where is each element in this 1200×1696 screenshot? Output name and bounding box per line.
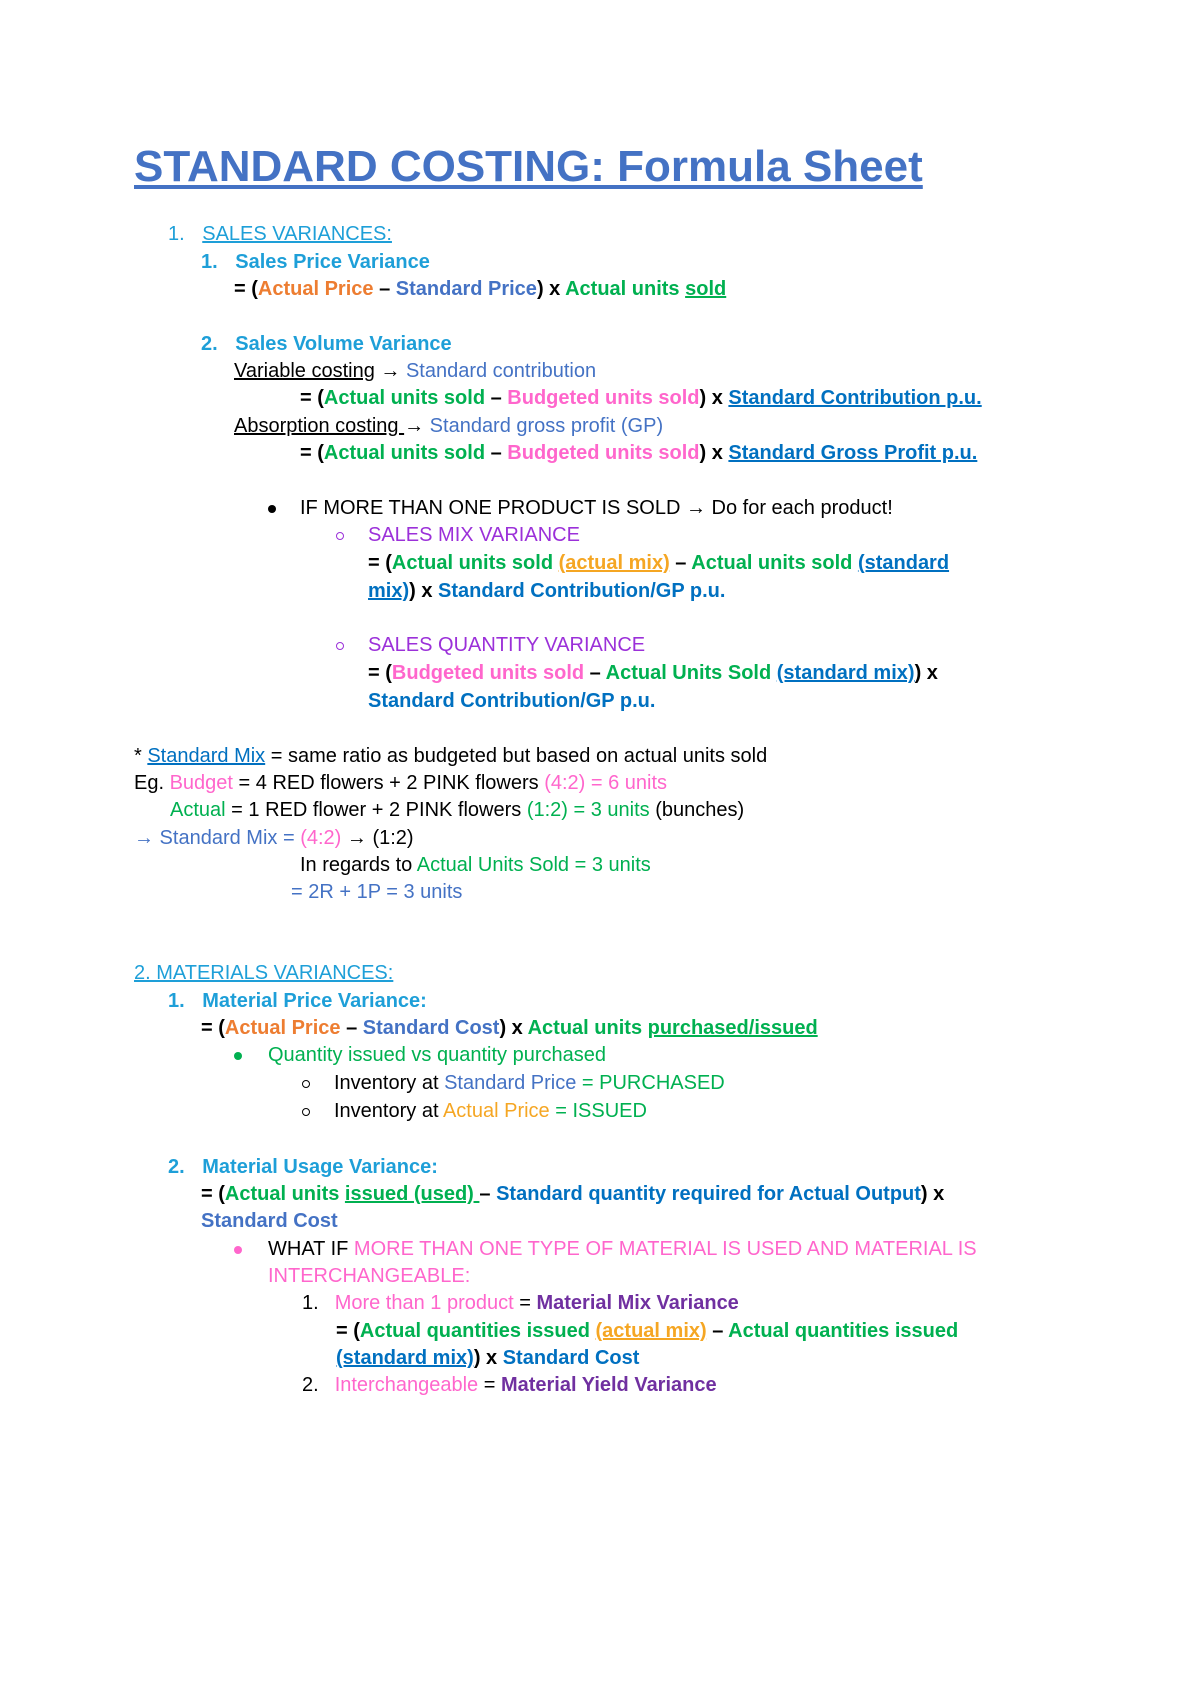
formula-text: – — [340, 1017, 363, 1039]
multi-product-text-2: Do for each product! — [705, 497, 893, 519]
formula-text: ) x — [536, 278, 566, 300]
standard-mix-term: mix) — [368, 580, 410, 602]
standard-price-term: Standard Price — [444, 1072, 577, 1094]
material-mix-variance-term: Material Mix Variance — [536, 1292, 739, 1314]
sales-volume-num: 2. — [201, 333, 218, 355]
formula-text: – — [485, 387, 508, 409]
inventory-text: Inventory at — [334, 1100, 443, 1122]
material-usage-num: 2. — [168, 1156, 185, 1178]
budgeted-units-sold-term: Budgeted units sold — [507, 442, 700, 464]
whatif-bullet — [234, 1236, 977, 1262]
arrow-icon: → — [341, 827, 373, 849]
formula-text: ) x — [473, 1347, 503, 1369]
mix-variance-formula-2 — [336, 1345, 639, 1371]
arrow-icon: → — [134, 827, 154, 849]
actual-units-term: Actual units — [565, 278, 686, 300]
page-title: STANDARD COSTING: Formula Sheet — [134, 142, 923, 191]
note-text: = same ratio as budgeted but based on actual units sold — [265, 745, 768, 767]
formula-text: = ( — [368, 552, 392, 574]
actual-price-term: Actual Price — [224, 1017, 341, 1039]
item-num: 1. — [302, 1292, 319, 1314]
inventory-text: Inventory at — [334, 1072, 445, 1094]
standard-mix-term: (standard mix) — [776, 662, 915, 684]
issued-term: = ISSUED — [549, 1100, 647, 1122]
actual-mix-term: (actual mix) — [558, 552, 670, 574]
formula-text: – — [706, 1320, 729, 1342]
yield-variance-line — [302, 1372, 717, 1398]
note-text: Eg. — [134, 772, 170, 794]
materials-heading: 2. MATERIALS VARIANCES: — [134, 962, 394, 984]
note-text: * — [134, 745, 148, 767]
quantity-bullet-text: Quantity issued vs quantity purchased — [268, 1044, 606, 1066]
circle-bullet-icon — [336, 532, 344, 540]
sales-heading-num: 1. — [168, 223, 185, 245]
material-price-num: 1. — [168, 990, 185, 1012]
actual-units-sold-term: Actual units sold — [691, 552, 858, 574]
formula-text: ) x — [920, 1183, 945, 1205]
sales-quantity-label: SALES QUANTITY VARIANCE — [368, 634, 646, 656]
item-num: 2. — [302, 1374, 319, 1396]
sales-quantity-formula-2: Standard Contribution/GP p.u. — [368, 690, 656, 712]
inventory-actual-line — [302, 1098, 647, 1124]
variable-costing-line — [234, 358, 596, 384]
sales-mix-heading — [336, 522, 580, 548]
bullet-icon — [268, 505, 276, 513]
material-usage-label: Material Usage Variance: — [202, 1156, 438, 1178]
note-text: = 1 RED flower + 2 PINK flowers — [225, 799, 527, 821]
sales-price-num: 1. — [201, 251, 218, 273]
actual-quantities-term: Actual quantities issued — [359, 1320, 596, 1342]
sales-quantity-heading — [336, 632, 645, 658]
formula-text: = ( — [368, 662, 392, 684]
sales-heading — [168, 221, 392, 247]
standard-mix-term: (standard — [857, 552, 950, 574]
actual-term: Actual — [170, 799, 226, 821]
sales-volume-heading — [201, 331, 452, 357]
actual-example — [170, 797, 744, 823]
mix-variance-line — [302, 1290, 739, 1316]
sales-price-heading — [201, 249, 430, 275]
standard-mix-link: Standard Mix — [147, 745, 266, 767]
budget-term: Budget — [169, 772, 233, 794]
budgeted-units-sold-term: Budgeted units sold — [507, 387, 700, 409]
sales-quantity-formula-1 — [368, 660, 938, 686]
budgeted-units-sold-term: Budgeted units sold — [391, 662, 585, 684]
mix-variance-formula-1 — [336, 1318, 958, 1344]
result-line: = 2R + 1P = 3 units — [291, 881, 463, 903]
formula-text: ) x — [914, 662, 938, 684]
formula-text: ) x — [499, 1017, 528, 1039]
actual-units-sold-term: Actual units sold — [391, 552, 559, 574]
material-usage-formula-2: Standard Cost — [201, 1210, 338, 1232]
circle-bullet-icon — [336, 642, 344, 650]
formula-text: – — [584, 662, 606, 684]
material-usage-formula-1 — [201, 1181, 944, 1207]
arrow-icon: → — [685, 497, 706, 519]
actual-units-sold-term: Actual units sold — [323, 387, 486, 409]
budget-ratio-term: (4:2) — [300, 827, 342, 849]
material-usage-heading — [168, 1154, 438, 1180]
standard-cost-term: Standard Cost — [362, 1017, 500, 1039]
actual-units-sold-term: Actual units sold — [323, 442, 486, 464]
regards-line — [300, 852, 651, 878]
variable-costing-label: Variable costing — [234, 360, 375, 382]
standard-mix-term: (standard mix) — [336, 1347, 474, 1369]
standard-mix-conversion — [134, 825, 414, 851]
budget-ratio: (4:2) = 6 units — [544, 772, 668, 794]
sales-volume-label: Sales Volume Variance — [235, 333, 452, 355]
actual-units-term: Actual units — [224, 1183, 345, 1205]
standard-price-term: Standard Price — [395, 278, 537, 300]
actual-price-term: Actual Price — [442, 1100, 550, 1122]
sales-mix-formula-2 — [368, 578, 725, 604]
arrow-icon: → — [404, 415, 430, 437]
whatif-condition: MORE THAN ONE TYPE OF MATERIAL IS USED AND MATERIAL IS — [353, 1238, 977, 1260]
formula-text: – — [485, 442, 508, 464]
note-text: (bunches) — [649, 799, 745, 821]
formula-text: = ( — [234, 278, 258, 300]
actual-units-term: Actual units — [527, 1017, 648, 1039]
formula-text: = — [513, 1292, 537, 1314]
std-gp-label: Standard gross profit (GP) — [429, 415, 664, 437]
sales-mix-formula-1 — [368, 550, 949, 576]
budget-example — [134, 770, 667, 796]
whatif-condition-2: INTERCHANGEABLE: — [268, 1265, 471, 1287]
formula-text: – — [373, 278, 396, 300]
purchased-term: = PURCHASED — [576, 1072, 725, 1094]
formula-text: = ( — [300, 387, 324, 409]
actual-price-term: Actual Price — [257, 278, 374, 300]
note-text: In regards to — [300, 854, 417, 876]
actual-units-sold-note: Actual Units Sold = 3 units — [416, 854, 651, 876]
standard-quantity-term: Standard quantity required for Actual Output — [496, 1183, 921, 1205]
inventory-standard-line — [302, 1070, 725, 1096]
multi-product-bullet — [268, 495, 893, 521]
sales-price-formula — [234, 276, 726, 302]
actual-units-sold-term: Actual Units Sold — [605, 662, 777, 684]
note-text: = 4 RED flowers + 2 PINK flowers — [232, 772, 545, 794]
sold-term: sold — [685, 278, 727, 300]
formula-text: = ( — [300, 442, 324, 464]
arrow-icon: → — [374, 360, 406, 382]
bullet-icon — [234, 1246, 242, 1254]
std-contribution-pu-term: Standard Contribution p.u. — [728, 387, 982, 409]
actual-ratio: (1:2) = 3 units — [526, 799, 650, 821]
whatif-text: WHAT IF — [268, 1238, 354, 1260]
multi-product-text: IF MORE THAN ONE PRODUCT IS SOLD — [300, 497, 686, 519]
purchased-issued-term: purchased/issued — [647, 1017, 818, 1039]
absorption-costing-formula — [300, 440, 977, 466]
actual-ratio-term: (1:2) — [372, 827, 414, 849]
formula-text: ) x — [699, 442, 729, 464]
formula-text: – — [669, 552, 692, 574]
issued-used-term: issued (used) — [344, 1183, 480, 1205]
circle-bullet-icon — [302, 1108, 310, 1116]
note-text: Standard Mix = — [154, 827, 301, 849]
material-price-heading — [168, 988, 427, 1014]
actual-quantities-term: Actual quantities issued — [728, 1320, 959, 1342]
std-gross-profit-pu-term: Standard Gross Profit p.u. — [728, 442, 978, 464]
formula-text: = ( — [336, 1320, 360, 1342]
material-price-label: Material Price Variance: — [202, 990, 427, 1012]
sales-price-label: Sales Price Variance — [235, 251, 430, 273]
material-yield-variance-term: Material Yield Variance — [500, 1374, 717, 1396]
formula-text: ) x — [699, 387, 729, 409]
formula-text: = ( — [201, 1183, 225, 1205]
std-contribution-gp-term: Standard Contribution/GP p.u. — [438, 580, 726, 602]
standard-mix-note — [134, 743, 767, 769]
sales-heading-label: SALES VARIANCES: — [202, 223, 392, 245]
bullet-icon — [234, 1052, 242, 1060]
standard-cost-term: Standard Cost — [502, 1347, 640, 1369]
absorption-costing-line — [234, 413, 663, 439]
interchangeable-term: Interchangeable — [334, 1374, 479, 1396]
formula-text: ) x — [409, 580, 439, 602]
circle-bullet-icon — [302, 1080, 310, 1088]
variable-costing-formula — [300, 385, 982, 411]
actual-mix-term: (actual mix) — [595, 1320, 707, 1342]
formula-text: – — [479, 1183, 497, 1205]
absorption-costing-label: Absorption costing — [234, 415, 405, 437]
more-than-term: More than 1 product — [334, 1292, 514, 1314]
std-contribution-label: Standard contribution — [405, 360, 597, 382]
material-price-formula — [201, 1015, 818, 1041]
sales-mix-label: SALES MIX VARIANCE — [368, 524, 580, 546]
formula-text: = ( — [201, 1017, 225, 1039]
formula-text: = — [478, 1374, 501, 1396]
quantity-bullet — [234, 1042, 606, 1068]
